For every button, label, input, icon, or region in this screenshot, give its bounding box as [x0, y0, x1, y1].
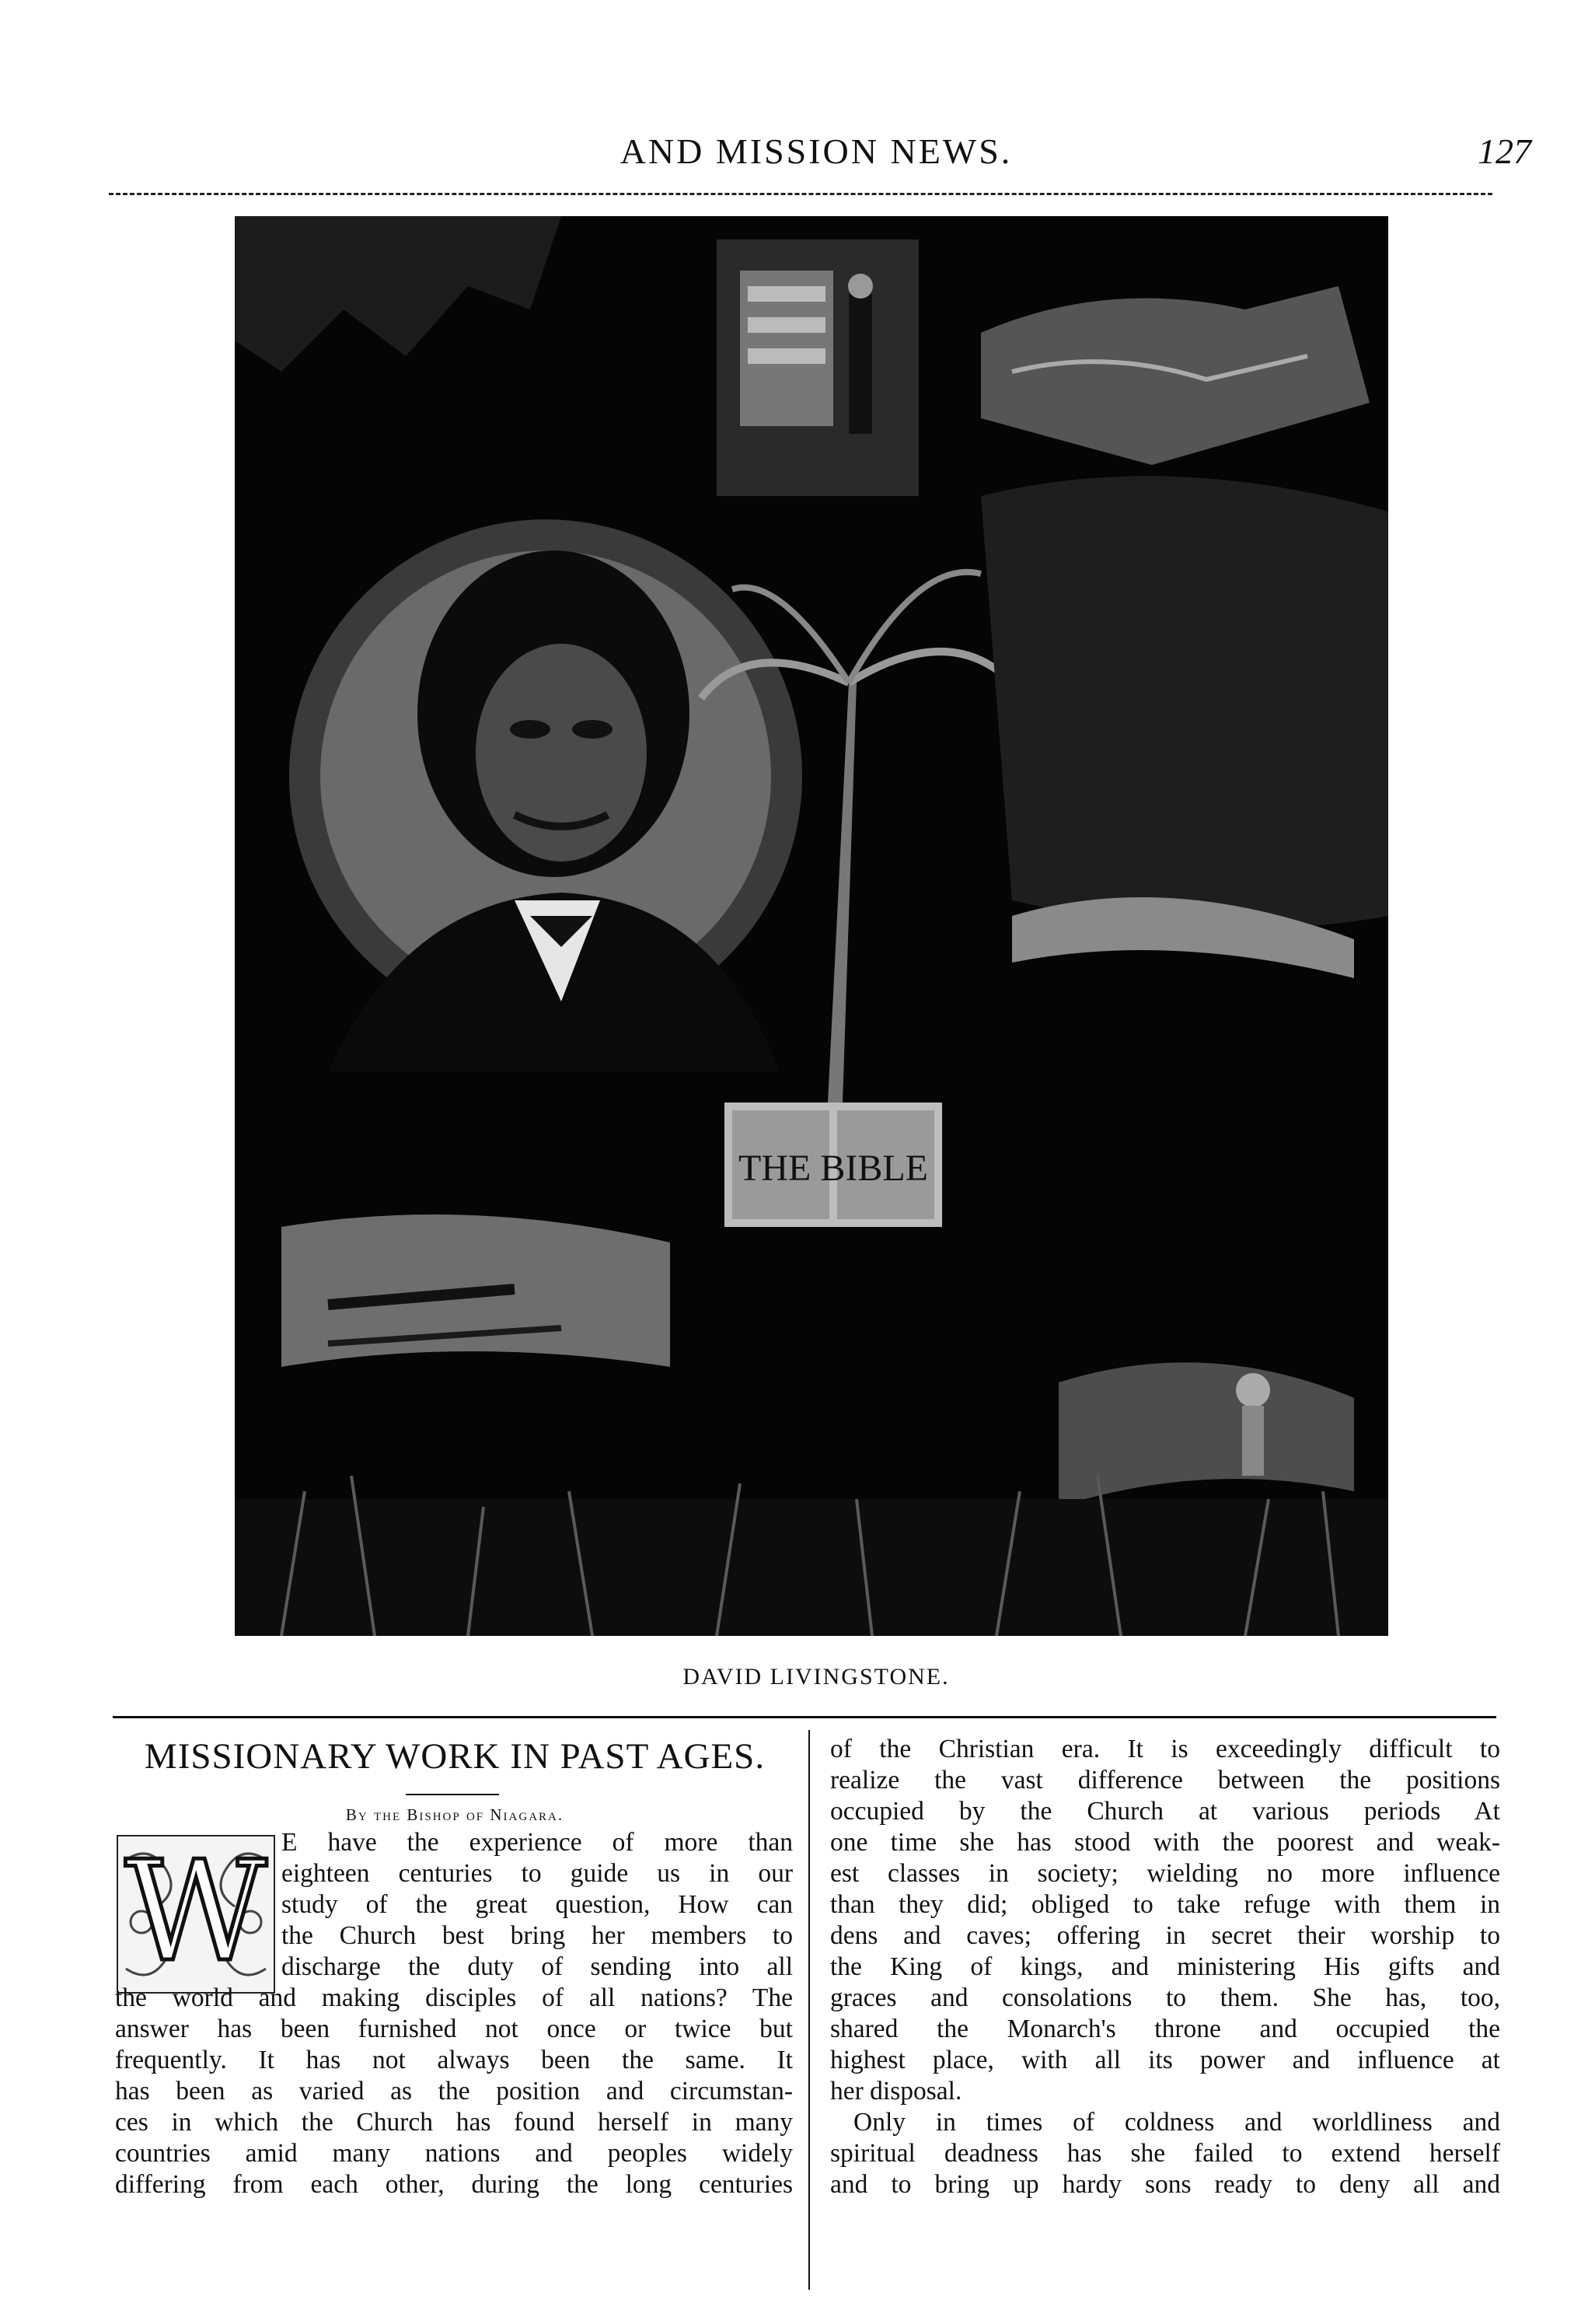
column-divider — [808, 1730, 810, 2290]
paragraph-line: discharge the duty of sending into all — [281, 1952, 793, 1981]
paragraph-line: differing from each other, during the long centuries — [115, 2170, 793, 2199]
paragraph-line: answer has been furnished not once or twice but — [115, 2015, 793, 2043]
paragraph-line: highest place, with all its power and influence at — [830, 2046, 1500, 2074]
paragraph-line: ces in which the Church has found herself in many — [115, 2108, 793, 2137]
paragraph-line: E have the experience of more than — [281, 1828, 793, 1857]
paragraph-line: of the Christian era. It is exceedingly difficult to — [830, 1735, 1500, 1763]
paragraph-line: eighteen centuries to guide us in our — [281, 1859, 793, 1888]
paragraph-line: the world and making disciples of all nations? The — [115, 1983, 793, 2012]
paragraph-line: realize the vast difference between the positions — [830, 1766, 1500, 1795]
livingstone-engraving — [235, 216, 1388, 1636]
paragraph-line: one time she has stood with the poorest and weak- — [830, 1828, 1500, 1857]
paragraph-line: than they did; obliged to take refuge with them in — [830, 1890, 1500, 1919]
paragraph-line: Only in times of coldness and worldliness and — [853, 2108, 1500, 2137]
running-header-title: AND MISSION NEWS. — [620, 131, 1013, 171]
paragraph-line: graces and consolations to them. She has, too, — [830, 1983, 1500, 2012]
paragraph-line: spiritual deadness has she failed to extend herself — [830, 2139, 1500, 2168]
caption-rule — [113, 1716, 1496, 1718]
paragraph-line: dens and caves; offering in secret their worship to — [830, 1921, 1500, 1950]
paragraph-line: shared the Monarch's throne and occupied the — [830, 2015, 1500, 2043]
paragraph-line: occupied by the Church at various periods At — [830, 1797, 1500, 1826]
illustration-caption: DAVID LIVINGSTONE. — [682, 1664, 950, 1690]
paragraph-line: frequently. It has not always been the same. It — [115, 2046, 793, 2074]
page-number: 127 — [1478, 131, 1531, 171]
article-byline: By the Bishop of Niagara. — [345, 1805, 564, 1824]
paragraph-line: her disposal. — [830, 2077, 962, 2106]
byline-rule — [406, 1794, 499, 1795]
drop-cap-letter: W — [124, 1835, 267, 1992]
header-rule — [109, 193, 1492, 195]
paragraph-line: has been as varied as the position and circumstan- — [115, 2077, 793, 2106]
paragraph-line: countries amid many nations and peoples widely — [115, 2139, 793, 2168]
ornamental-drop-cap — [117, 1835, 275, 1994]
article-title: MISSIONARY WORK IN PAST AGES. — [144, 1736, 766, 1777]
paragraph-line: the King of kings, and ministering His gifts and — [830, 1952, 1500, 1981]
paragraph-line: the Church best bring her members to — [281, 1921, 793, 1950]
paragraph-line: and to bring up hardy sons ready to deny all and — [830, 2170, 1500, 2199]
paragraph-line: study of the great question, How can — [281, 1890, 793, 1919]
paragraph-line: est classes in society; wielding no more influence — [830, 1859, 1500, 1888]
bible-title: THE BIBLE — [738, 1148, 928, 1189]
